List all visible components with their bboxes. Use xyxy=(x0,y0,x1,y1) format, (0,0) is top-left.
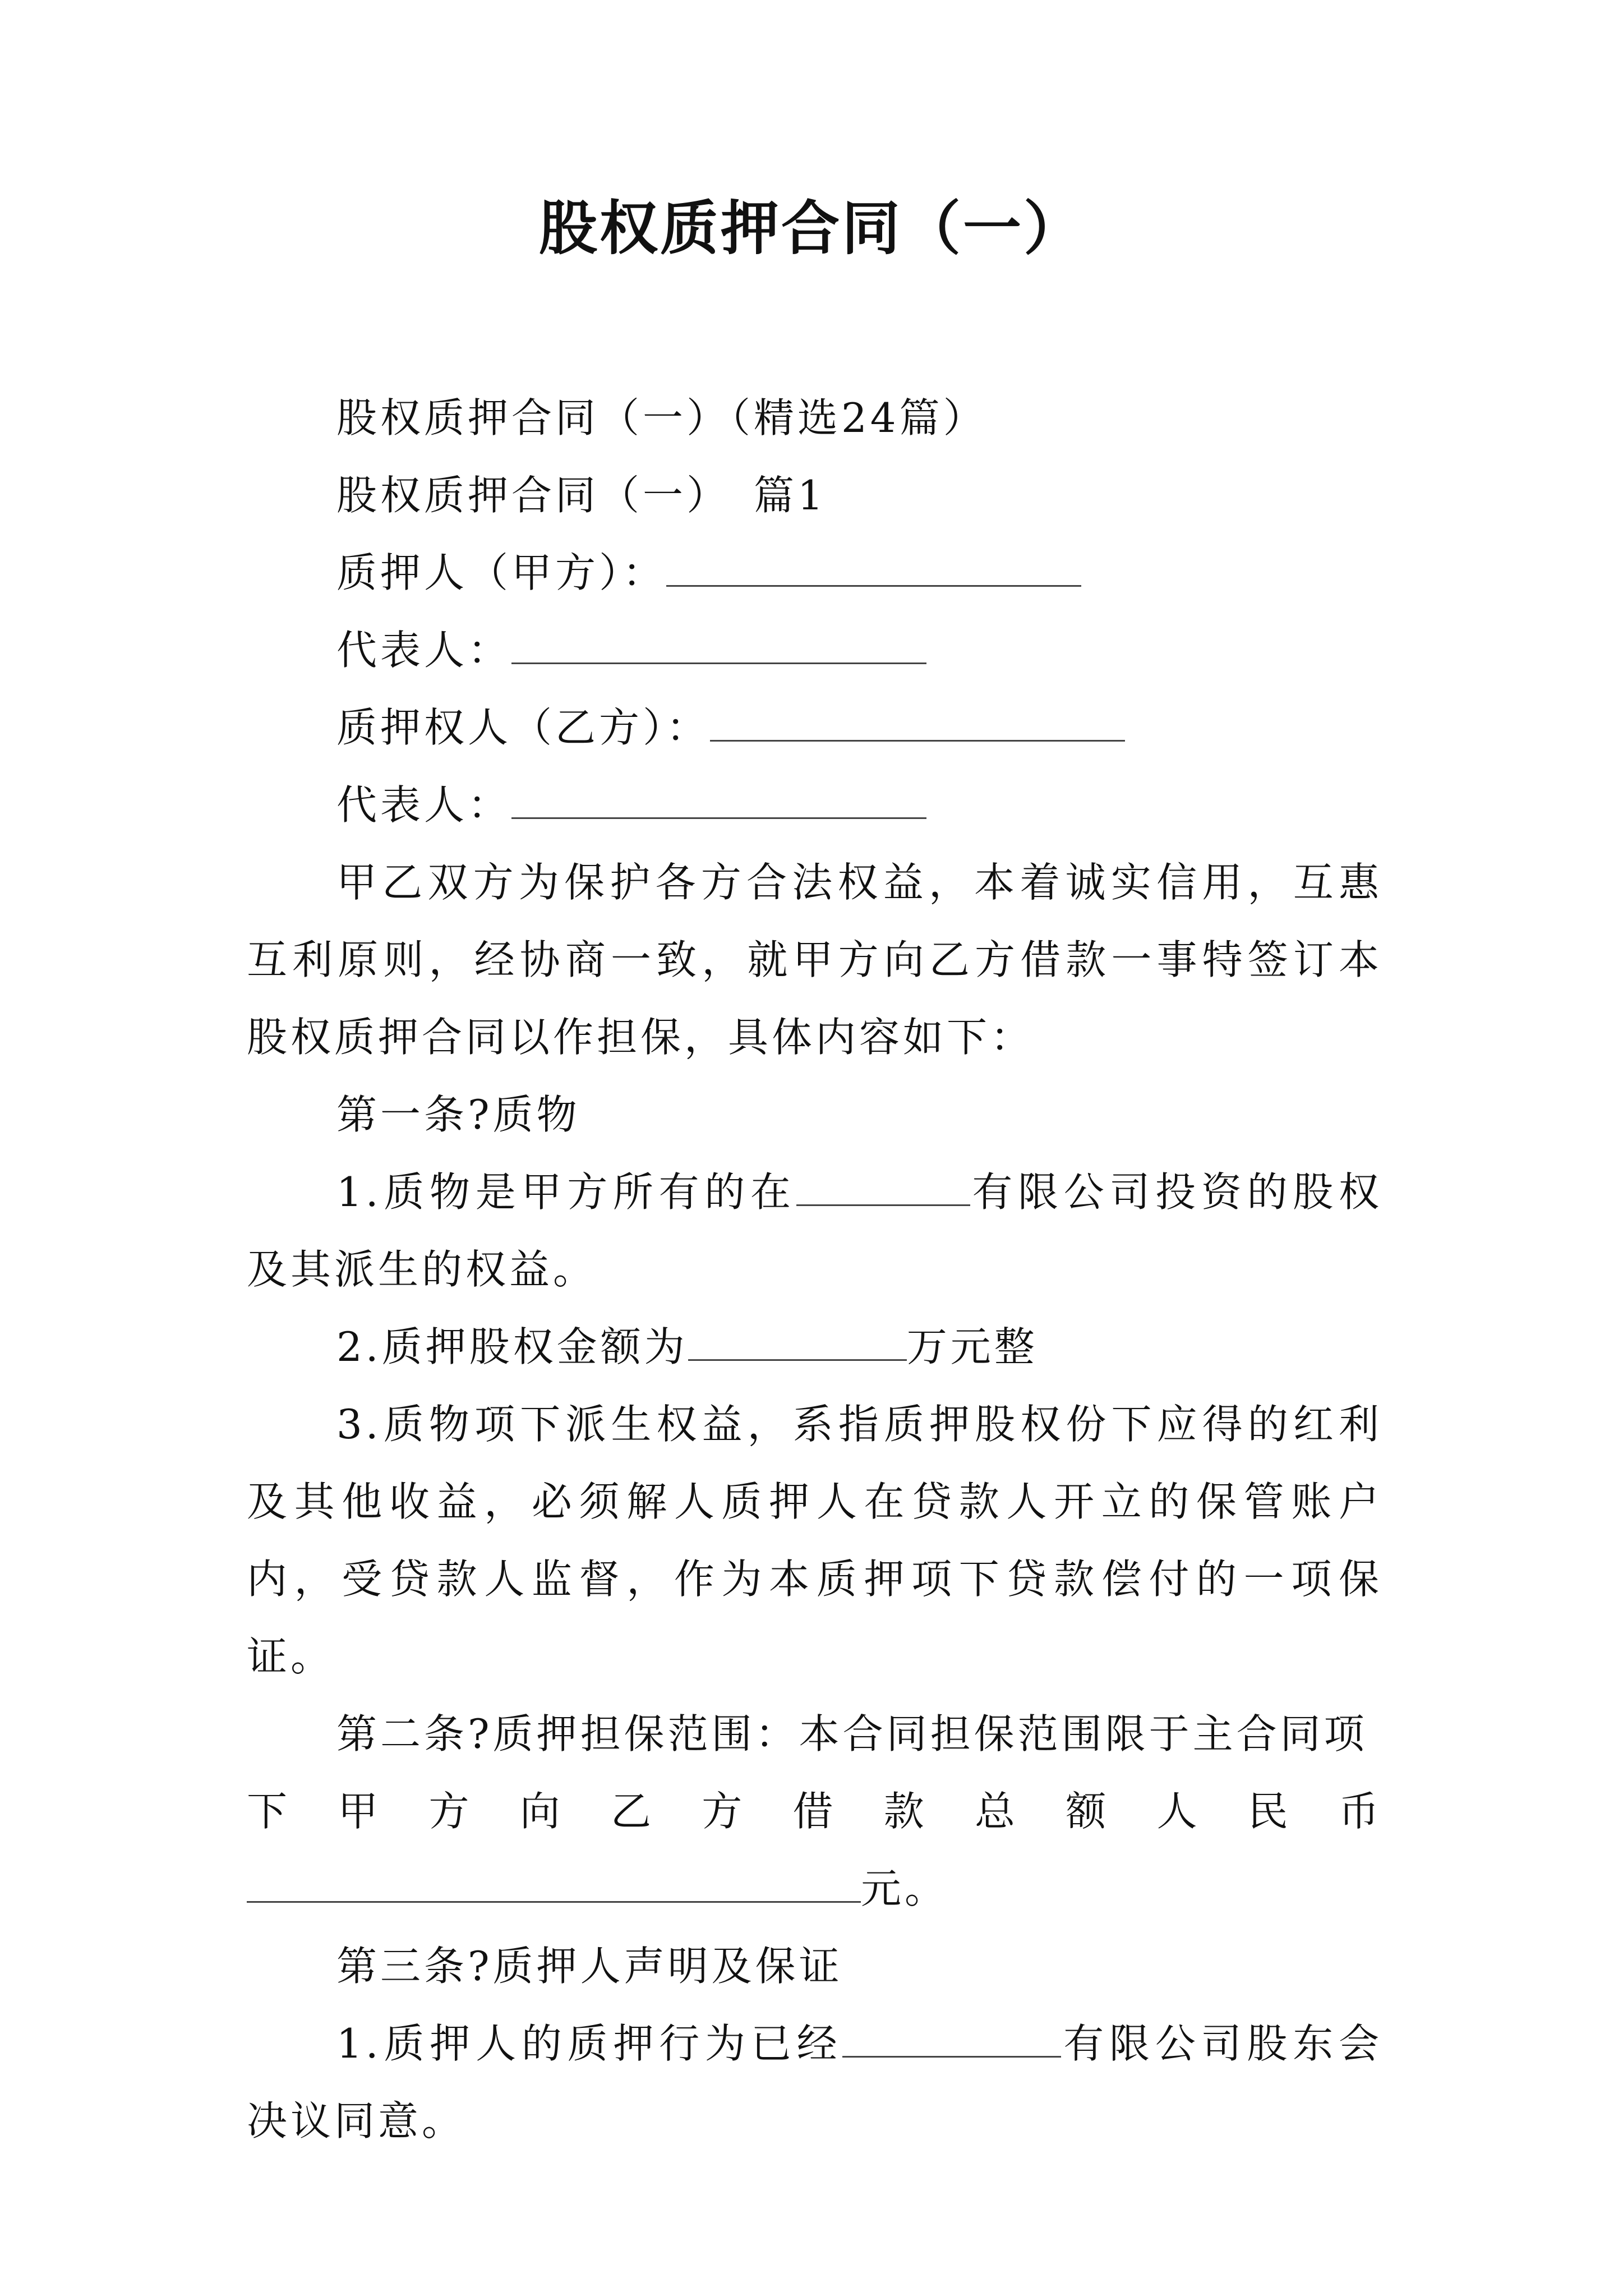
representative-blank-2 xyxy=(511,769,926,819)
article-3-item-1-text-b: 有限公司股东会决议同意。 xyxy=(247,2020,1382,2145)
article-2-line-1: 第二条?质押担保范围：本合同担保范围限于主合同项 xyxy=(336,1710,1368,1757)
article-1-item-1-text-a: 1.质物是甲方所有的在 xyxy=(336,1168,796,1216)
chapter-heading: 股权质押合同（一） 篇1 xyxy=(336,472,827,519)
representative-line-2 xyxy=(247,766,1382,844)
article-3-title: 第三条?质押人声明及保证 xyxy=(336,1943,843,1990)
article-1-item-1 xyxy=(247,1153,1382,1308)
pledgee-label: 质押权人（乙方）： xyxy=(336,704,711,751)
representative-line-1 xyxy=(247,611,1382,689)
loan-total-blank xyxy=(247,1853,861,1903)
company-blank-1 xyxy=(796,1156,970,1206)
article-2-line-2: 下甲方向乙方借款总额人民币 xyxy=(247,1788,1382,1835)
representative-label-1: 代表人： xyxy=(336,627,512,674)
article-1-item-2-text-b: 万元整 xyxy=(906,1323,1038,1370)
representative-blank-1 xyxy=(511,614,926,664)
article-3-item-1-text-a: 1.质押人的质押行为已经 xyxy=(336,2020,843,2067)
article-2-text-c: 元。 xyxy=(861,1865,949,1912)
pledgor-line xyxy=(247,534,1382,611)
pledgor-label: 质押人（甲方）： xyxy=(336,549,667,596)
intro-paragraph: 甲乙双方为保护各方合法权益，本着诚实信用，互惠互利原则，经协商一致，就甲方向乙方借款一事特签订本股权质押合同以作担保，具体内容如下： xyxy=(247,859,1382,1061)
representative-label-2: 代表人： xyxy=(336,781,512,829)
pledgee-line xyxy=(247,689,1382,766)
article-2-line-3 xyxy=(247,1850,1382,1927)
pledgee-blank xyxy=(710,692,1125,742)
subtitle-line: 股权质押合同（一）（精选24篇） xyxy=(336,394,987,441)
article-1-item-2-text-a: 2.质押股权金额为 xyxy=(336,1323,688,1370)
document-body xyxy=(247,379,1382,2160)
pledgor-blank xyxy=(666,537,1081,587)
document-title: 股权质押合同（一） xyxy=(538,194,1084,263)
company-blank-2 xyxy=(842,2008,1061,2058)
article-1-item-3: 3.质物项下派生权益，系指质押股权份下应得的红利及其他收益，必须解人质押人在贷款人开立的保管账户内，受贷款人监督，作为本质押项下贷款偿付的一项保证。 xyxy=(247,1401,1382,1680)
article-1-item-1-text-b: 有限公司投资的股权及其派生的权益。 xyxy=(247,1168,1382,1293)
article-1-title: 第一条?质物 xyxy=(336,1091,580,1138)
article-1-item-2 xyxy=(247,1308,1382,1386)
amount-blank xyxy=(688,1311,907,1361)
article-3-item-1 xyxy=(247,2005,1382,2160)
